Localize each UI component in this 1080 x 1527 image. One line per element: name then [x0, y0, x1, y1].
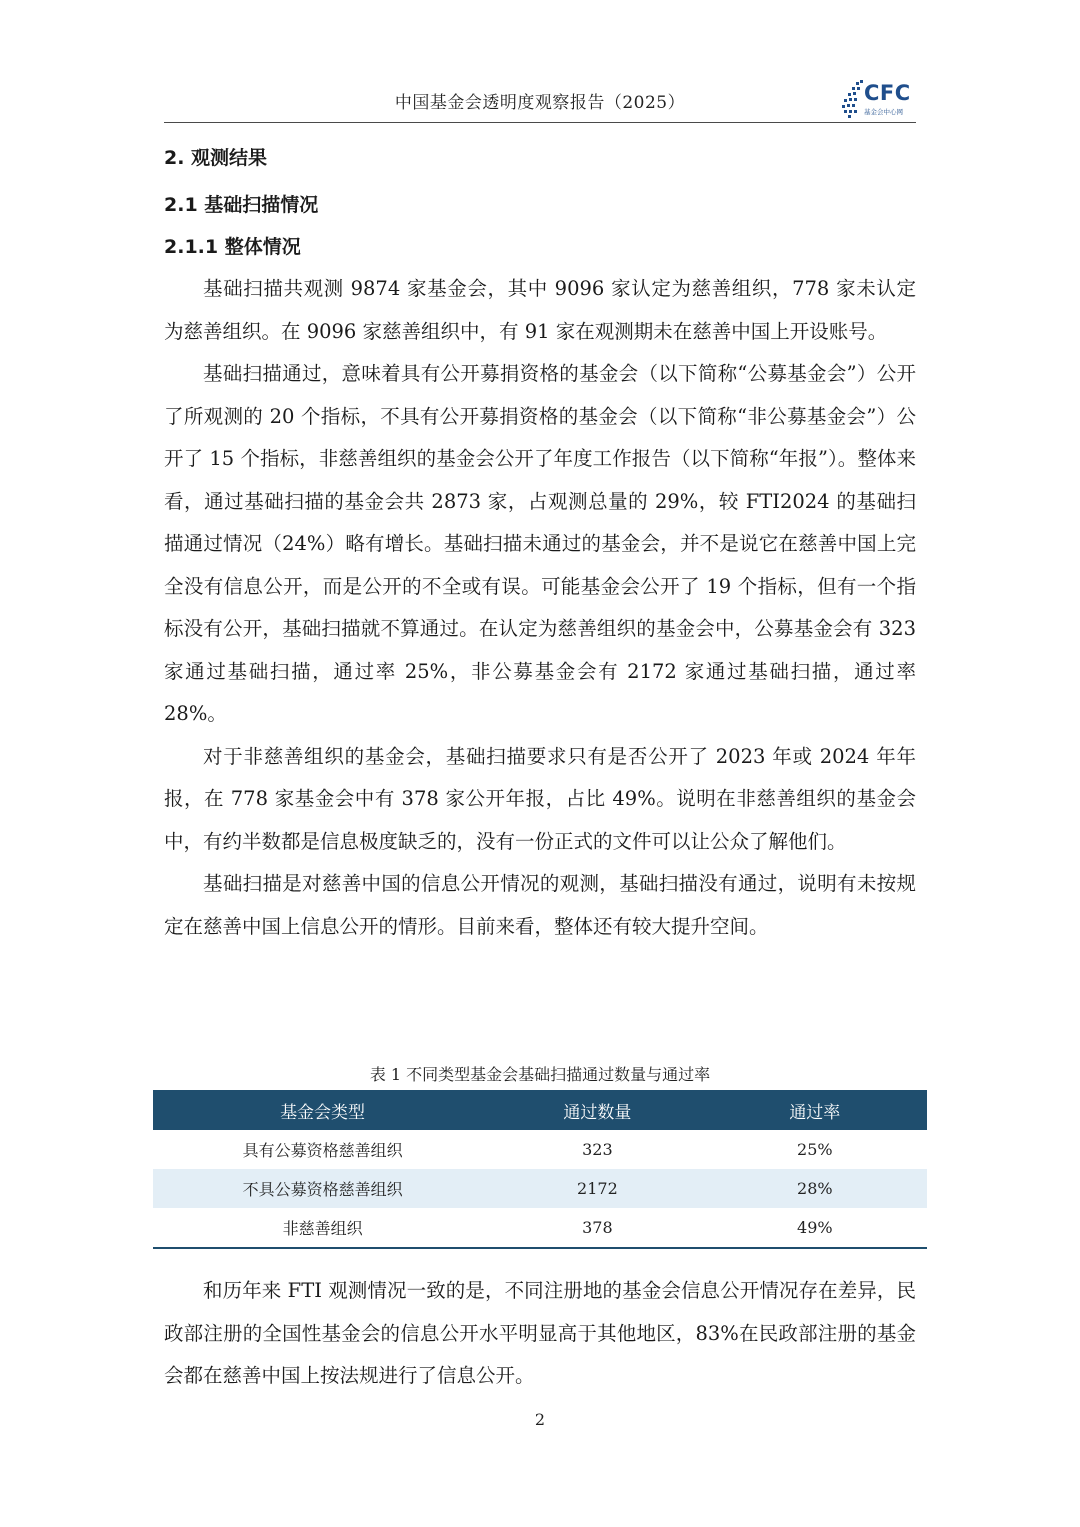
logo-subtext: 基金会中心网: [864, 108, 903, 116]
paragraph: 基础扫描通过，意味着具有公开募捐资格的基金会（以下简称“公募基金会”）公开了所观测的 20 个指标，不具有公开募捐资格的基金会（以下简称“非公募基金会”）公开了 15 个指标，非慈善组织的基金会公开了年度工作报告（以下简称“年报”）。整体来看，通过基础扫描的基金会共 2873 家，占观测总量的 29%，较 FTI2024 的基础扫描通过情况（24%）略有增长。基础扫描未通过的基金会，并不是说它在慈善中国上完全没有信息公开，而是公开的不全或有误。可能基金会公开了 19 个指标，但有一个指标没有公开，基础扫描就不算通过。在认定为慈善组织的基金会中，公募基金会有 323 家通过基础扫描，通过率 25%，非公募基金会有 2172 家通过基础扫描，通过率 28%。: [164, 362, 916, 725]
paragraph: 和历年来 FTI 观测情况一致的是，不同注册地的基金会信息公开情况存在差异，民政部注册的全国性基金会的信息公开水平明显高于其他地区，83%在民政部注册的基金会都在慈善中国上按法规进行了信息公开。: [164, 1279, 916, 1387]
pass-rate-table: [153, 1090, 927, 1249]
table-cell: 2172: [577, 1179, 618, 1198]
table-row: [153, 1169, 927, 1208]
section-heading: 2. 观测结果: [164, 147, 268, 169]
table-cell: 不具公募资格慈善组织: [242, 1180, 403, 1199]
subsection-heading: 2.1 基础扫描情况: [164, 194, 319, 216]
table-cell: 非慈善组织: [153, 1208, 492, 1248]
table-row: [153, 1130, 927, 1169]
logo-text: CFC: [864, 81, 911, 105]
closing-content: [164, 1270, 916, 1398]
table-cell: 378: [492, 1208, 703, 1248]
table-cell: 具有公募资格慈善组织: [242, 1141, 403, 1160]
subsubsection-heading: 2.1.1 整体情况: [164, 236, 301, 258]
table-cell: 49%: [703, 1208, 927, 1248]
table-cell: 25%: [797, 1140, 833, 1159]
column-header: 通过数量: [563, 1102, 632, 1123]
paragraph: 基础扫描是对慈善中国的信息公开情况的观测，基础扫描没有通过，说明有未按规定在慈善中国上信息公开的情形。目前来看，整体还有较大提升空间。: [164, 872, 916, 938]
header-title: 中国基金会透明度观察报告（2025）: [394, 93, 686, 113]
column-header: 通过率: [789, 1102, 841, 1123]
table-cell: 323: [582, 1140, 613, 1159]
paragraph: 对于非慈善组织的基金会，基础扫描要求只有是否公开了 2023 年或 2024 年年报，在 778 家基金会中有 378 家公开年报，占比 49%。说明在非慈善组织的基金会中，有约半数都是信息极度缺乏的，没有一份正式的文件可以让公众了解他们。: [164, 744, 916, 853]
table-row: [153, 1208, 927, 1248]
table-container: [153, 1060, 927, 1249]
cfc-logo: [840, 78, 916, 120]
logo-mark-icon: [840, 78, 866, 120]
paragraph: 基础扫描共观测 9874 家基金会，其中 9096 家认定为慈善组织，778 家未认定为慈善组织。在 9096 家慈善组织中，有 91 家在观测期未在慈善中国上开设账号。: [164, 277, 916, 343]
page-number: 2: [534, 1410, 546, 1429]
page-header: [164, 74, 916, 123]
main-content: [164, 138, 916, 948]
table-cell: 28%: [797, 1179, 833, 1198]
column-header: 基金会类型: [280, 1102, 366, 1123]
table-header-row: [153, 1090, 927, 1130]
table-caption: 表 1 不同类型基金会基础扫描通过数量与通过率: [369, 1065, 711, 1084]
